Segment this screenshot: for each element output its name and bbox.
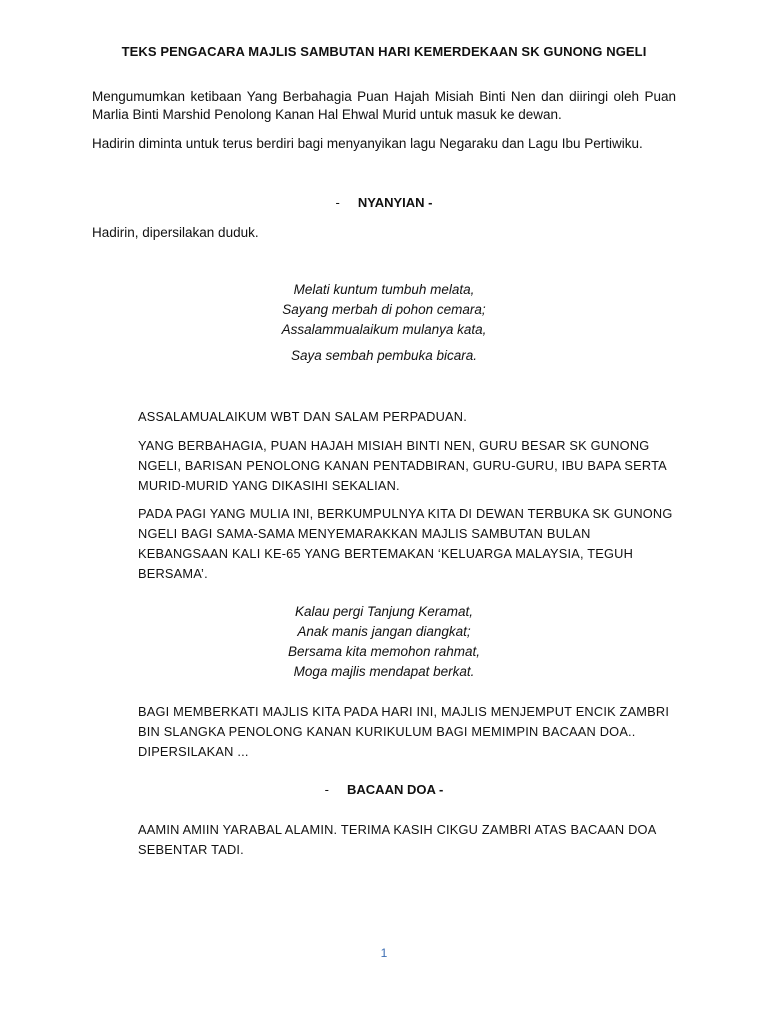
pantun-line: Moga majlis mendapat berkat.	[293, 664, 475, 679]
pantun-line: Kalau pergi Tanjung Keramat,	[294, 604, 474, 619]
section-heading-nyanyian	[0, 195, 768, 210]
seated-instruction: Hadirin, dipersilakan duduk.	[92, 225, 259, 240]
document-title: TEKS PENGACARA MAJLIS SAMBUTAN HARI KEMERDEKAAN SK GUNONG NGELI	[121, 44, 647, 59]
heading-dash: -	[335, 195, 340, 210]
heading-dash: -	[324, 782, 330, 797]
speech-salutation: YANG BERBAHAGIA, PUAN HAJAH MISIAH BINTI NEN, GURU BESAR SK GUNONG NGELI, BARISAN PENOLONG KANAN PENTADBIRAN, GURU-GURU, IBU BAPA SERTA MURID-MURID YANG DIKASIHI SEKALIAN.	[138, 438, 667, 493]
intro-paragraph-arrival: Mengumumkan ketibaan Yang Berbahagia Puan Hajah Misiah Binti Nen dan diiringi oleh Puan Marlia Binti Marshid Penolong Kanan Hal Ehwal Murid untuk masuk ke dewan.	[92, 89, 676, 122]
closing-thanks: AAMIN AMIIN YARABAL ALAMIN. TERIMA KASIH CIKGU ZAMBRI ATAS BACAAN DOA SEBENTAR TADI.	[138, 822, 656, 857]
heading-label: BACAAN DOA -	[347, 782, 444, 797]
pantun-line: Melati kuntum tumbuh melata,	[293, 282, 475, 297]
pantun-line: Bersama kita memohon rahmat,	[287, 644, 481, 659]
pantun-opening	[0, 280, 768, 366]
pantun-line: Anak manis jangan diangkat;	[297, 624, 471, 639]
speech-opening: PADA PAGI YANG MULIA INI, BERKUMPULNYA KITA DI DEWAN TERBUKA SK GUNONG NGELI BAGI SAMA-SAMA MENYEMARAKKAN MAJLIS SAMBUTAN BULAN KEBANGSAAN KALI KE-65 YANG BERTEMAKAN ‘KELUARGA MALAYSIA, TEGUH BERSAMA’.	[138, 506, 673, 581]
pantun-line: Assalammualaikum mulanya kata,	[281, 322, 487, 337]
page-number: 1	[380, 946, 388, 960]
speech-greeting: ASSALAMUALAIKUM WBT DAN SALAM PERPADUAN.	[138, 409, 467, 424]
prayer-invitation: BAGI MEMBERKATI MAJLIS KITA PADA HARI INI, MAJLIS MENJEMPUT ENCIK ZAMBRI BIN SLANGKA PENOLONG KANAN KURIKULUM BAGI MEMIMPIN BACAAN DOA.. DIPERSILAKAN ...	[138, 704, 670, 759]
intro-paragraph-anthem: Hadirin diminta untuk terus berdiri bagi menyanyikan lagu Negaraku dan Lagu Ibu Pertiwiku.	[92, 136, 643, 151]
section-heading-bacaan-doa	[0, 782, 768, 797]
pantun-blessing	[0, 602, 768, 682]
pantun-line: Saya sembah pembuka bicara.	[290, 348, 478, 363]
heading-label: NYANYIAN -	[357, 195, 433, 210]
pantun-line: Sayang merbah di pohon cemara;	[282, 302, 486, 317]
